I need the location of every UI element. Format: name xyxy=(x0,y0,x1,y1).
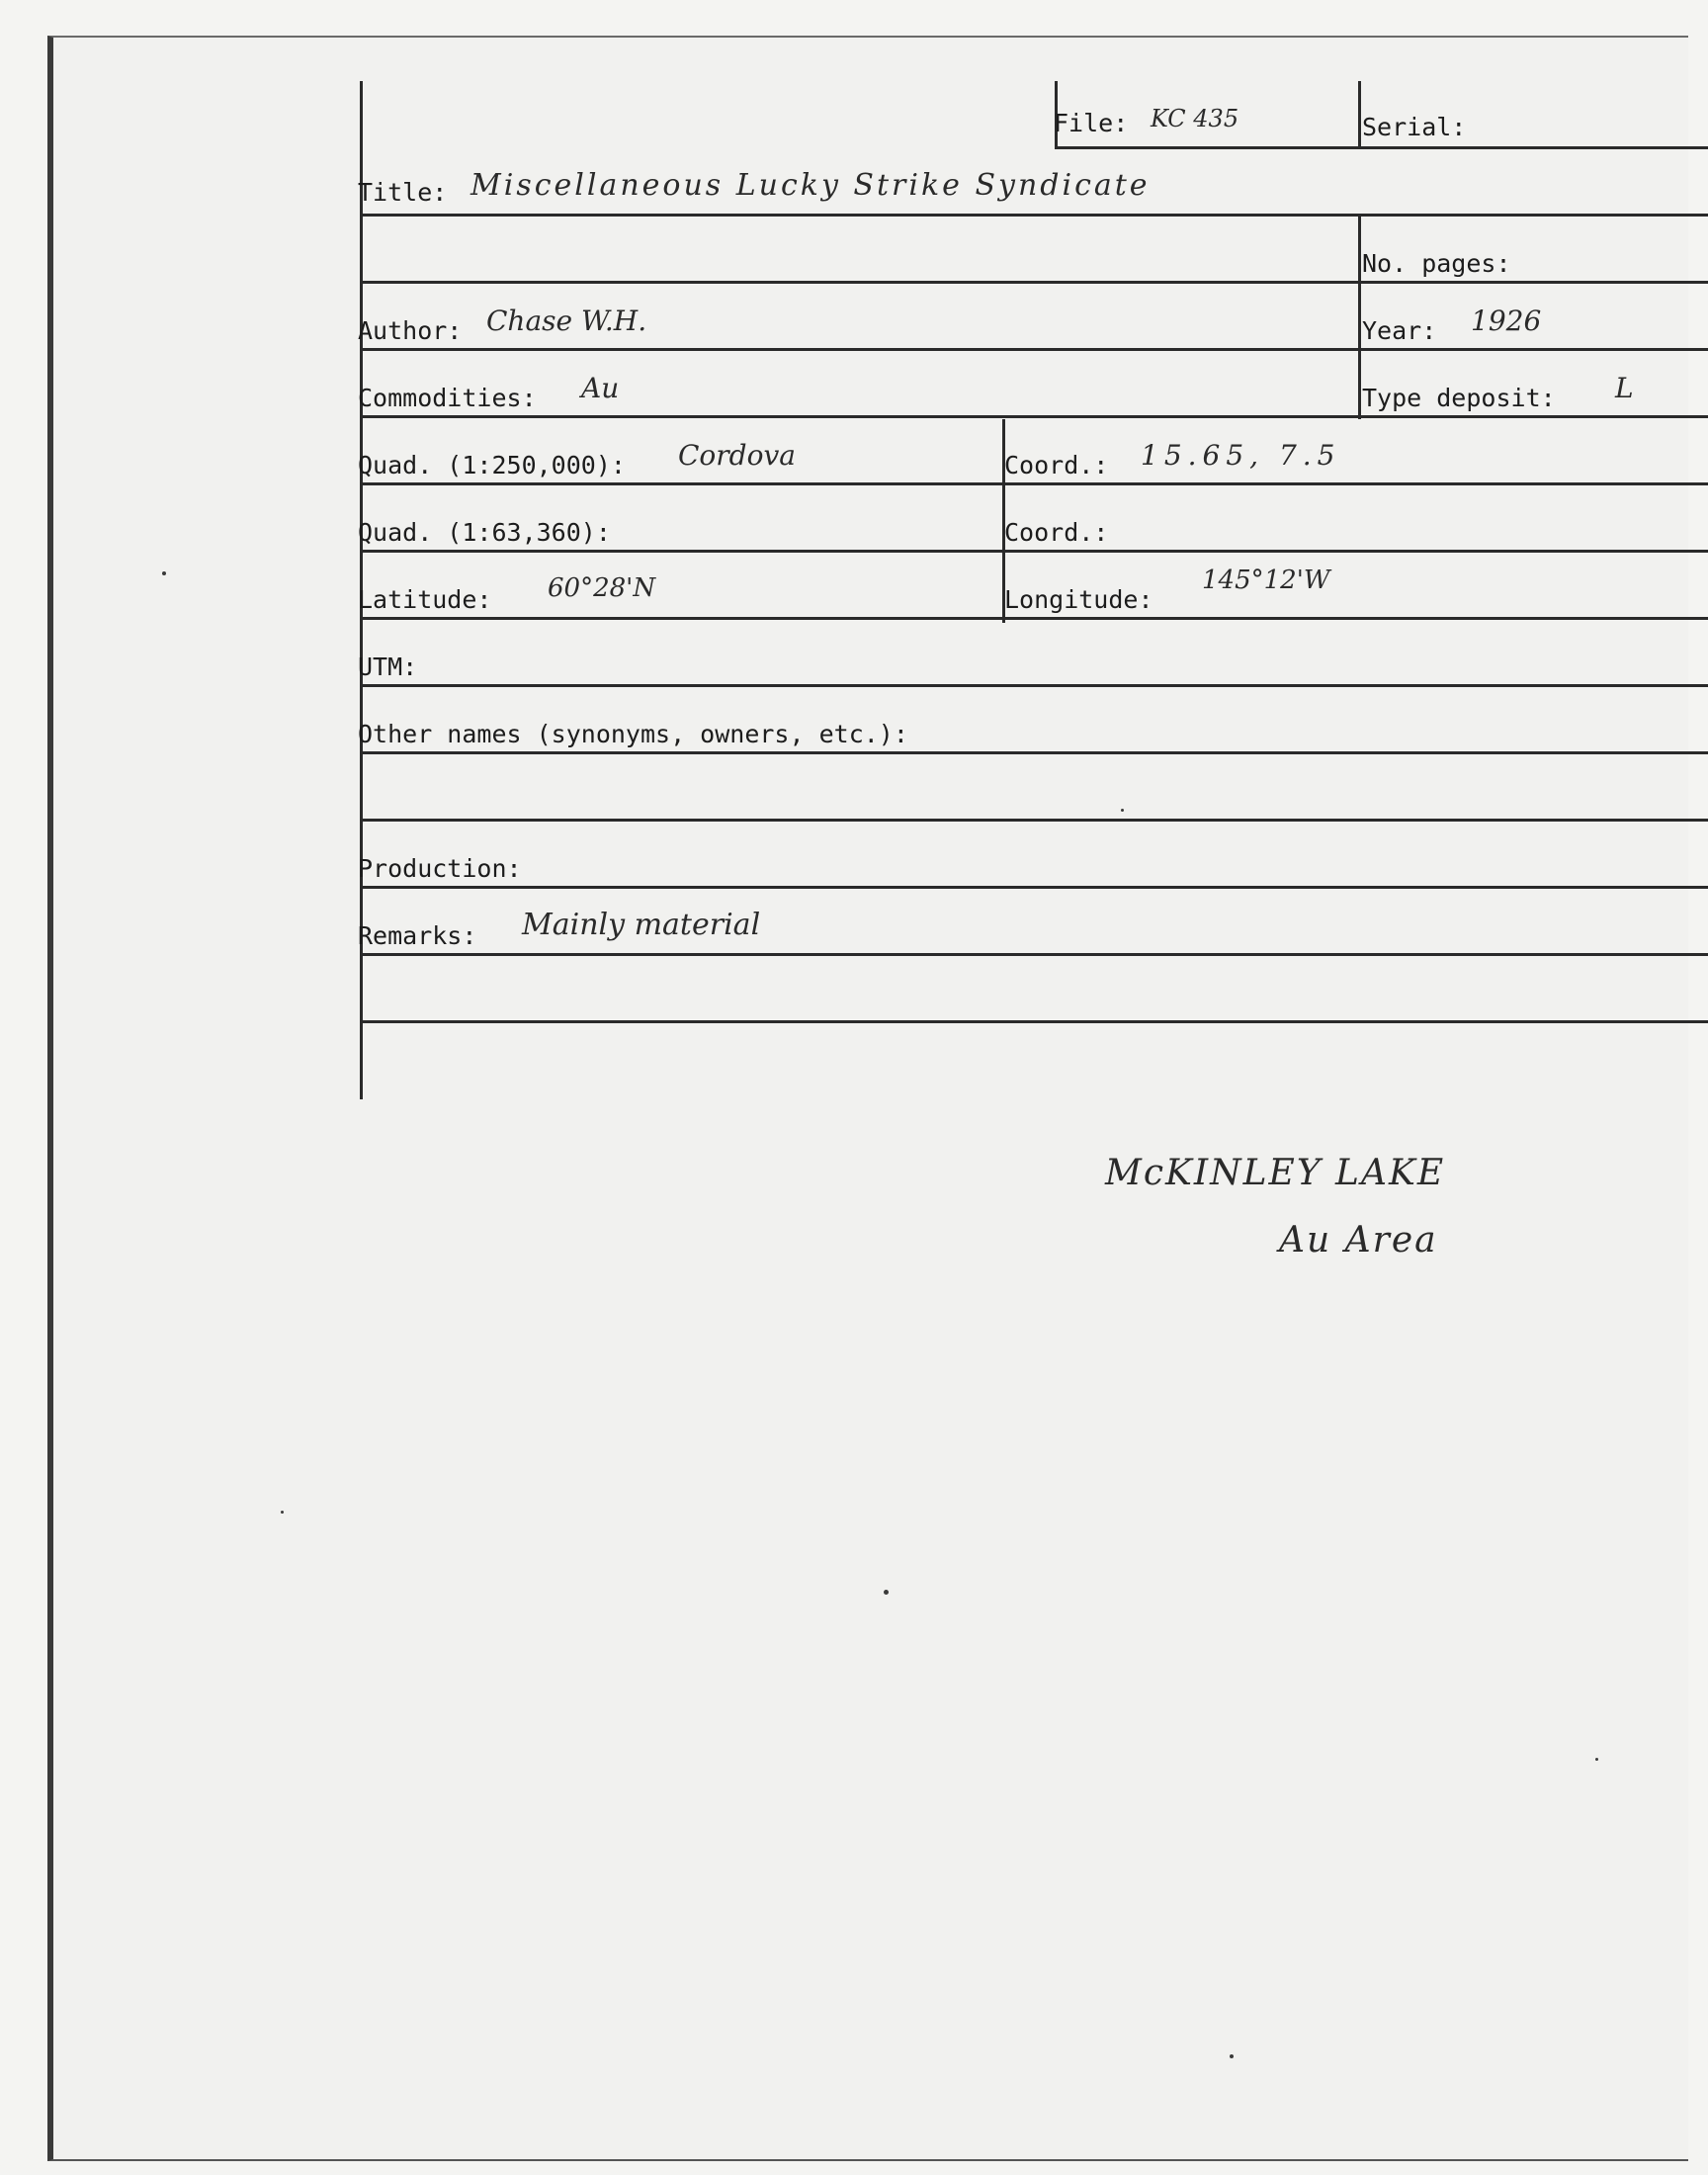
annotation-line-2: Au Area xyxy=(1279,1220,1438,1261)
scan-speck xyxy=(1121,809,1124,812)
rule-remarks-row xyxy=(360,953,1708,956)
latitude-label: Latitude: xyxy=(358,585,492,614)
no-pages-label: No. pages: xyxy=(1362,249,1511,278)
rule-file-row xyxy=(1055,146,1708,149)
index-card-form xyxy=(360,81,1708,1099)
year-label: Year: xyxy=(1362,316,1437,345)
commodities-label: Commodities: xyxy=(358,384,537,412)
latitude-value: 60°28'N xyxy=(548,573,656,603)
rule-latitude-row xyxy=(360,617,1708,620)
quad250-value: Cordova xyxy=(678,439,796,472)
longitude-label: Longitude: xyxy=(1004,585,1153,614)
type-deposit-label: Type deposit: xyxy=(1362,384,1556,412)
rule-quad63-row xyxy=(360,550,1708,553)
quad250-label: Quad. (1:250,000): xyxy=(358,451,626,479)
type-deposit-value: L xyxy=(1615,372,1634,404)
coord1-value: 15.65, 7.5 xyxy=(1141,439,1341,472)
serial-label: Serial: xyxy=(1362,113,1467,141)
rule-remarks-cont-row xyxy=(360,1020,1708,1023)
scan-speck xyxy=(1230,2054,1234,2058)
file-label: File: xyxy=(1054,109,1129,137)
rule-other-names-cont-row xyxy=(360,819,1708,822)
longitude-value: 145°12'W xyxy=(1202,566,1330,595)
rule-author-row xyxy=(360,348,1708,351)
file-value: KC 435 xyxy=(1151,105,1239,132)
coord1-label: Coord.: xyxy=(1004,451,1109,479)
author-value: Chase W.H. xyxy=(486,304,647,337)
year-value: 1926 xyxy=(1471,304,1542,337)
rule-quad250-row xyxy=(360,482,1708,485)
rule-commodities-row xyxy=(360,415,1708,418)
production-label: Production: xyxy=(358,854,522,883)
remarks-label: Remarks: xyxy=(358,921,477,950)
scan-speck xyxy=(162,571,166,575)
remarks-value: Mainly material xyxy=(522,908,761,942)
rule-title-row xyxy=(360,214,1708,217)
rule-utm-row xyxy=(360,684,1708,687)
right-column-divider-top xyxy=(1358,81,1361,148)
coord2-label: Coord.: xyxy=(1004,518,1109,547)
rule-other-names-row xyxy=(360,751,1708,754)
other-names-label: Other names (synonyms, owners, etc.): xyxy=(358,720,908,748)
scanned-page xyxy=(47,36,1688,2161)
scan-speck xyxy=(884,1590,889,1595)
utm-label: UTM: xyxy=(358,652,418,681)
author-label: Author: xyxy=(358,316,463,345)
quad63-label: Quad. (1:63,360): xyxy=(358,518,611,547)
right-column-divider xyxy=(1358,216,1361,419)
rule-no-pages-row xyxy=(1358,281,1708,284)
title-value: Miscellaneous Lucky Strike Syndicate xyxy=(470,168,1151,203)
scan-speck xyxy=(281,1511,284,1514)
title-label: Title: xyxy=(358,178,448,207)
rule-production-row xyxy=(360,886,1708,889)
commodities-value: Au xyxy=(581,372,620,404)
scan-speck xyxy=(1595,1758,1598,1761)
annotation-line-1: McKINLEY LAKE xyxy=(1105,1153,1446,1193)
